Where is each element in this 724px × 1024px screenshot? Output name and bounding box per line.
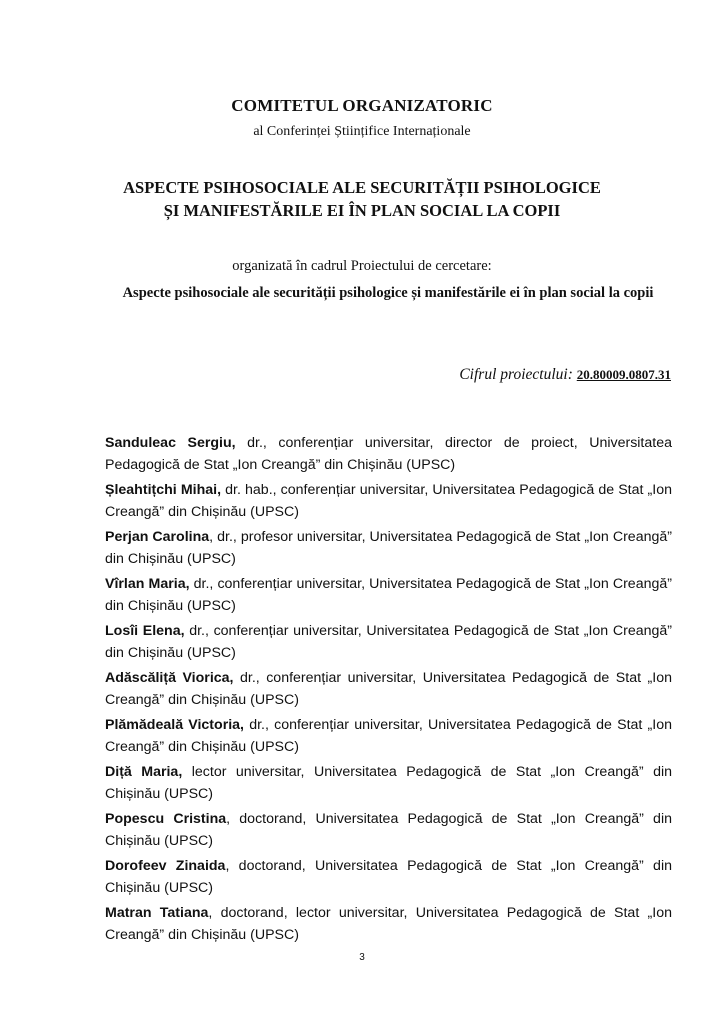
member-name: Popescu Cristina xyxy=(105,811,227,827)
member-name: Sanduleac Sergiu, xyxy=(105,435,236,451)
conference-title-line-2: ȘI MANIFESTĂRILE EI ÎN PLAN SOCIAL LA COPII xyxy=(163,201,561,220)
cipher-label: Cifrul proiectului: xyxy=(459,366,573,383)
member-entry xyxy=(105,573,672,617)
member-entry xyxy=(105,902,672,946)
organized-within-text: organizată în cadrul Proiectului de cercetare: xyxy=(232,258,492,274)
member-name: Losîi Elena, xyxy=(105,623,185,639)
project-title: Aspecte psihosociale ale securității psihologice și manifestările ei în plan social la copii xyxy=(122,285,654,301)
page-number: 3 xyxy=(359,952,365,963)
project-cipher xyxy=(459,366,671,384)
cipher-code: 20.80009.0807.31 xyxy=(576,367,671,382)
member-entry xyxy=(105,714,672,758)
member-details: lector universitar, Universitatea Pedagogică de Stat „Ion Creangă” din Chișinău (UPSC) xyxy=(105,764,673,802)
member-details: dr. hab., conferențiar universitar, Universitatea Pedagogică de Stat „Ion Creangă” din Chișinău (UPSC) xyxy=(105,482,672,520)
member-name: Adăscăliță Viorica, xyxy=(105,670,234,686)
member-name: Vîrlan Maria, xyxy=(105,576,190,592)
member-entry xyxy=(105,479,672,523)
member-entry xyxy=(105,526,672,570)
member-entry xyxy=(105,432,672,476)
member-name: Dorofeev Zinaida xyxy=(105,858,226,874)
member-entry xyxy=(105,855,672,899)
member-list xyxy=(105,432,672,949)
member-entry xyxy=(105,761,672,805)
member-details: , dr., profesor universitar, Universitatea Pedagogică de Stat „Ion Creangă” din Chișinău (UPSC) xyxy=(105,529,672,567)
member-entry xyxy=(105,620,672,664)
member-details: , doctorand, Universitatea Pedagogică de Stat „Ion Creangă” din Chișinău (UPSC) xyxy=(105,858,672,896)
member-name: Matran Tatiana xyxy=(105,905,209,921)
member-name: Șleahtițchi Mihai, xyxy=(105,482,222,498)
conference-title-line-1: ASPECTE PSIHOSOCIALE ALE SECURITĂȚII PSIHOLOGICE xyxy=(123,178,601,197)
member-details: dr., conferențiar universitar, Universitatea Pedagogică de Stat „Ion Creangă” din Chișinău (UPSC) xyxy=(105,623,672,661)
member-details: dr., conferențiar universitar, Universitatea Pedagogică de Stat „Ion Creangă” din Chișinău (UPSC) xyxy=(105,670,672,708)
member-name: Plămădeală Victoria, xyxy=(105,717,244,733)
committee-subtitle: al Conferinței Științifice Internaționale xyxy=(253,124,471,139)
committee-title: COMITETUL ORGANIZATORIC xyxy=(231,96,493,115)
member-name: Diță Maria, xyxy=(105,764,183,780)
member-details: dr., conferențiar universitar, Universitatea Pedagogică de Stat „Ion Creangă” din Chișinău (UPSC) xyxy=(105,717,672,755)
member-details: dr., conferențiar universitar, director de proiect, Universitatea Pedagogică de Stat „Ion Creangă” din Chișinău (UPSC) xyxy=(105,435,672,473)
member-details: , doctorand, lector universitar, Universitatea Pedagogică de Stat „Ion Creangă” din Chișinău (UPSC) xyxy=(105,905,672,943)
member-entry xyxy=(105,667,672,711)
member-entry xyxy=(105,808,672,852)
member-name: Perjan Carolina xyxy=(105,529,210,545)
conference-title xyxy=(0,176,724,222)
member-details: dr., conferențiar universitar, Universitatea Pedagogică de Stat „Ion Creangă” din Chișinău (UPSC) xyxy=(105,576,672,614)
member-details: , doctorand, Universitatea Pedagogică de Stat „Ion Creangă” din Chișinău (UPSC) xyxy=(105,811,672,849)
